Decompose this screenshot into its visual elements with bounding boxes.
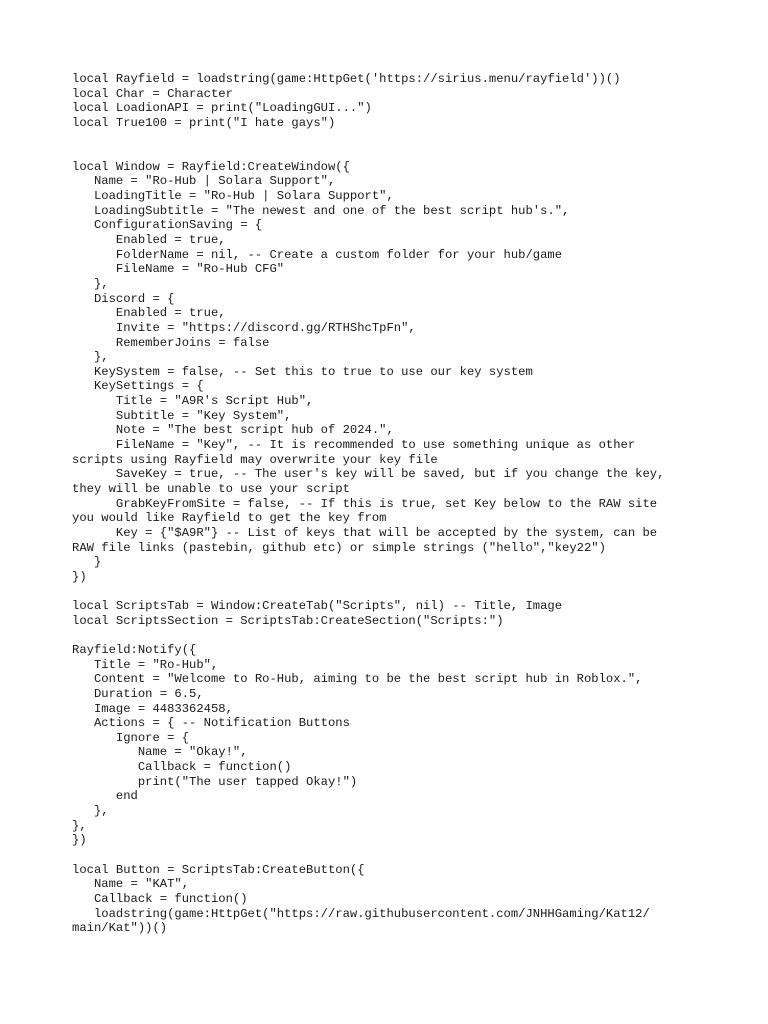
code-line: Rayfield:Notify({ (72, 642, 197, 657)
code-line: loadstring(game:HttpGet("https://raw.githubusercontent.com/JNHHGaming/Kat12/ (72, 906, 650, 921)
code-block (72, 72, 692, 936)
code-line: }, (72, 350, 109, 365)
code-line: GrabKeyFromSite = false, -- If this is true, set Key below to the RAW site (72, 496, 658, 511)
code-line: end (72, 789, 138, 804)
code-line: local Char = Character (72, 86, 233, 101)
code-line: FolderName = nil, -- Create a custom folder for your hub/game (72, 247, 563, 262)
code-line: local Window = Rayfield:CreateWindow({ (72, 159, 350, 174)
code-line: Subtitle = "Key System", (72, 408, 292, 423)
code-line: local ScriptsTab = Window:CreateTab("Scripts", nil) -- Title, Image (72, 599, 563, 614)
code-line: LoadingSubtitle = "The newest and one of the best script hub's.", (72, 203, 570, 218)
code-line: Enabled = true, (72, 306, 226, 321)
code-line (72, 145, 692, 160)
code-line: Image = 4483362458, (72, 701, 233, 716)
code-line: Discord = { (72, 291, 175, 306)
code-line: ConfigurationSaving = { (72, 218, 263, 233)
code-line (72, 628, 692, 643)
code-line: scripts using Rayfield may overwrite your key file (72, 452, 438, 467)
code-line: Title = "A9R's Script Hub", (72, 394, 314, 409)
code-line: Callback = function() (72, 891, 248, 906)
code-line: local True100 = print("I hate gays") (72, 115, 336, 130)
code-line: Name = "KAT", (72, 877, 190, 892)
code-line: Callback = function() (72, 760, 292, 775)
code-line: Title = "Ro-Hub", (72, 657, 219, 672)
code-line: Name = "Ro-Hub | Solara Support", (72, 174, 336, 189)
code-line: KeySettings = { (72, 379, 204, 394)
code-line: }, (72, 276, 109, 291)
code-line: Duration = 6.5, (72, 686, 204, 701)
code-line: FileName = "Ro-Hub CFG" (72, 262, 285, 277)
code-line: RAW file links (pastebin, github etc) or simple strings ("hello","key22") (72, 540, 606, 555)
code-line: KeySystem = false, -- Set this to true to use our key system (72, 364, 533, 379)
code-line: }, (72, 804, 109, 819)
code-line: Key = {"$A9R"} -- List of keys that will be accepted by the system, can be (72, 525, 658, 540)
code-line: RememberJoins = false (72, 335, 270, 350)
code-line: you would like Rayfield to get the key from (72, 511, 387, 526)
code-line: }, (72, 818, 87, 833)
code-line: they will be unable to use your script (72, 481, 350, 496)
code-line (72, 131, 692, 146)
code-line: main/Kat"))() (72, 921, 168, 936)
code-line: Name = "Okay!", (72, 745, 248, 760)
code-line: FileName = "Key", -- It is recommended to use something unique as other (72, 438, 636, 453)
code-line: local ScriptsSection = ScriptsTab:CreateSection("Scripts:") (72, 613, 504, 628)
code-line (72, 584, 692, 599)
code-line: local LoadionAPI = print("LoadingGUI...") (72, 101, 372, 116)
code-line (72, 848, 692, 863)
code-line: local Button = ScriptsTab:CreateButton({ (72, 862, 365, 877)
code-line: SaveKey = true, -- The user's key will be saved, but if you change the key, (72, 467, 665, 482)
code-line: local Rayfield = loadstring(game:HttpGet('https://sirius.menu/rayfield'))() (72, 72, 621, 86)
code-line: LoadingTitle = "Ro-Hub | Solara Support", (72, 189, 394, 204)
code-line: Invite = "https://discord.gg/RTHShcTpFn", (72, 320, 416, 335)
code-line: Note = "The best script hub of 2024.", (72, 423, 394, 438)
code-line: Content = "Welcome to Ro-Hub, aiming to be the best script hub in Roblox.", (72, 672, 643, 687)
code-line: print("The user tapped Okay!") (72, 774, 358, 789)
code-line: }) (72, 569, 87, 584)
code-line: }) (72, 833, 87, 848)
code-line: Ignore = { (72, 730, 190, 745)
code-line: Enabled = true, (72, 233, 226, 248)
code-line: Actions = { -- Notification Buttons (72, 716, 350, 731)
code-line: } (72, 555, 102, 570)
